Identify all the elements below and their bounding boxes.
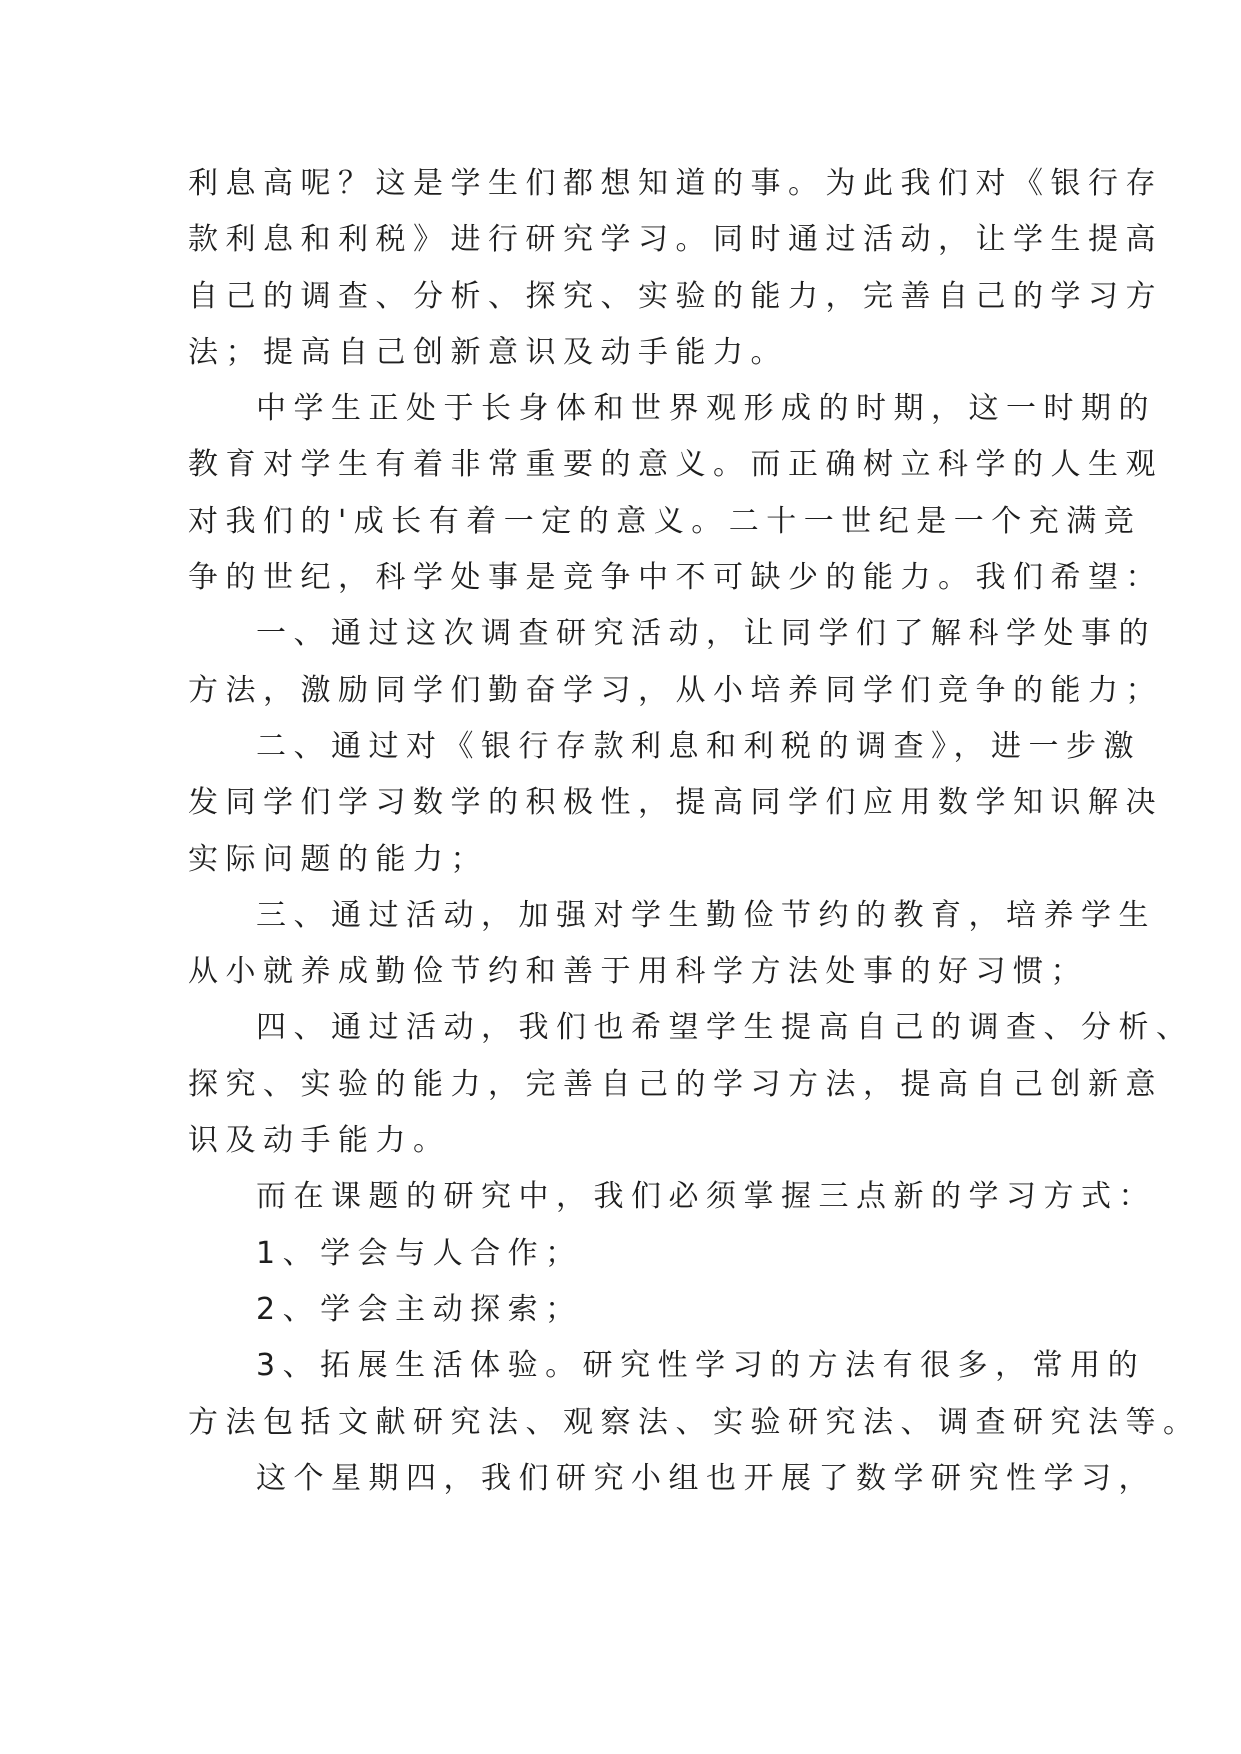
text-line: 三、通过活动，加强对学生勤俭节约的教育，培养学生 [256,897,1156,933]
text-line: 四、通过活动，我们也希望学生提高自己的调查、分析、 [256,1010,1194,1046]
text-line: 探究、实验的能力，完善自己的学习方法，提高自己创新意 [188,1066,1163,1102]
text-line: 2、学会主动探索； [256,1291,583,1327]
text-line: 方法包括文献研究法、观察法、实验研究法、调查研究法等。 [188,1404,1201,1440]
text-line: 一、通过这次调查研究活动，让同学们了解科学处事的 [256,616,1156,652]
text-line: 教育对学生有着非常重要的意义。而正确树立科学的人生观 [188,447,1163,483]
text-line: 发同学们学习数学的积极性，提高同学们应用数学知识解决 [188,785,1163,821]
text-line: 实际问题的能力； [188,841,488,877]
text-line: 中学生正处于长身体和世界观形成的时期，这一时期的 [256,391,1156,427]
text-line: 二、通过对《银行存款利息和利税的调查》，进一步激 [256,728,1141,764]
text-line: 法；提高自己创新意识及动手能力。 [188,334,788,370]
text-line: 利息高呢？这是学生们都想知道的事。为此我们对《银行存 [188,166,1163,201]
text-line: 款利息和利税》进行研究学习。同时通过活动，让学生提高 [188,222,1163,258]
text-line: 从小就养成勤俭节约和善于用科学方法处事的好习惯； [188,954,1088,990]
text-line: 对我们的'成长有着一定的意义。二十一世纪是一个充满竞 [188,503,1142,539]
text-line: 而在课题的研究中，我们必须掌握三点新的学习方式： [256,1179,1156,1215]
text-line: 3、拓展生活体验。研究性学习的方法有很多，常用的 [256,1348,1146,1384]
text-line: 自己的调查、分析、探究、实验的能力，完善自己的学习方 [188,278,1163,314]
text-line: 识及动手能力。 [188,1123,451,1159]
text-line: 这个星期四，我们研究小组也开展了数学研究性学习， [256,1460,1156,1496]
text-line: 方法，激励同学们勤奋学习，从小培养同学们竞争的能力； [188,672,1163,708]
document-body [188,156,1201,1507]
text-line: 1、学会与人合作； [256,1235,583,1271]
text-line: 争的世纪，科学处事是竞争中不可缺少的能力。我们希望： [188,560,1163,596]
